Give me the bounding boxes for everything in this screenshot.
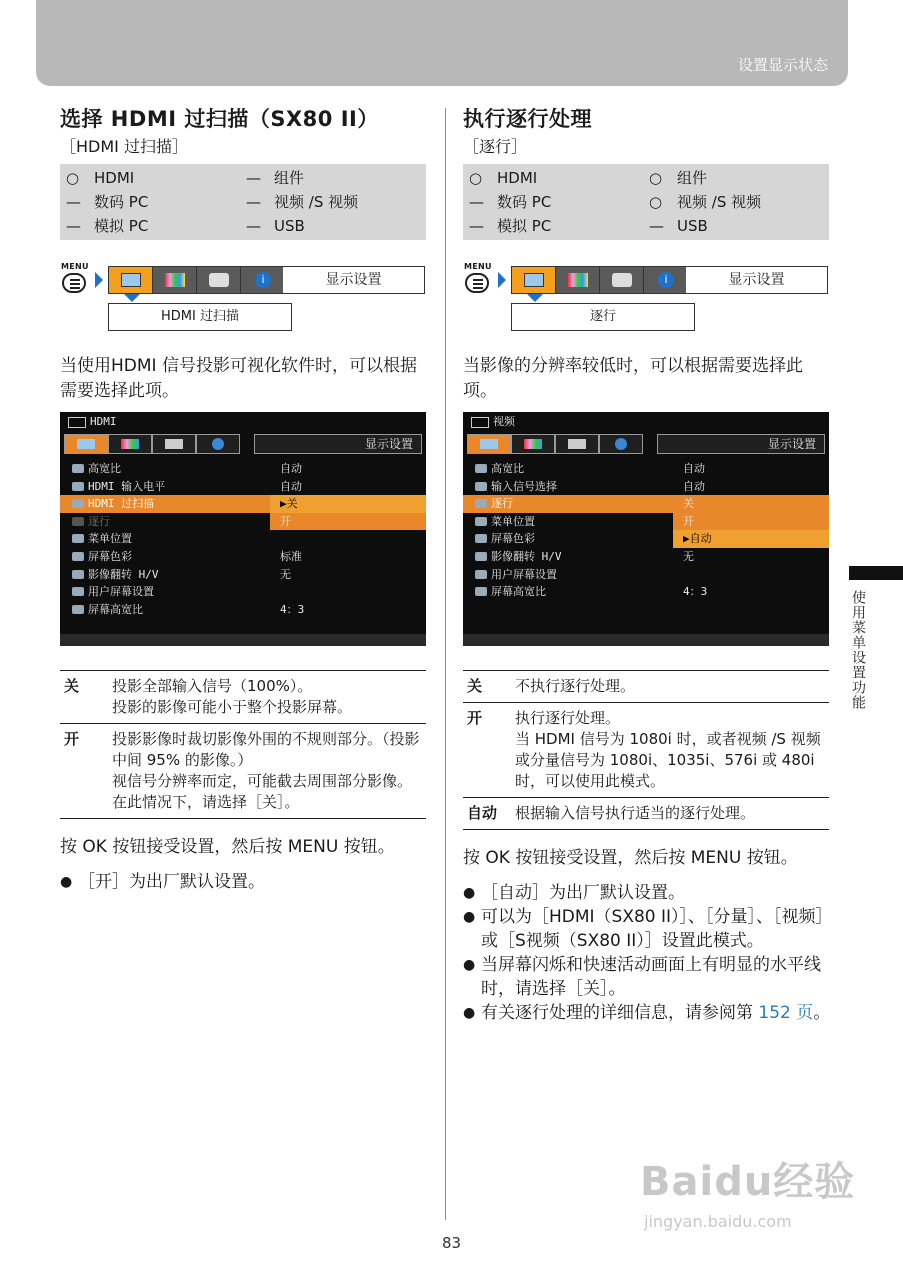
left-menu-path — [60, 264, 428, 354]
source-row — [469, 166, 829, 190]
info-tab-icon: i — [241, 267, 285, 293]
option-row — [60, 671, 426, 724]
menu-tabs — [108, 266, 286, 294]
info-tab-icon: i — [644, 267, 688, 293]
osd-row-selected: 逐行 关 — [463, 495, 829, 513]
tab-label: 显示设置 — [686, 266, 828, 294]
section-title: 设置显示状态 — [737, 56, 828, 74]
menu-tabs — [511, 266, 689, 294]
note-item: ● 有关逐行处理的详细信息，请参阅第 152 页。 — [463, 1001, 831, 1025]
right-column — [463, 104, 831, 1025]
right-source-table — [463, 164, 829, 240]
right-menu-path — [463, 264, 831, 354]
osd-row: 屏幕色彩 标准 — [60, 548, 426, 566]
display-tab-icon — [512, 267, 556, 293]
source-label: HDMI — [94, 169, 135, 187]
source-label: 视频 /S 视频 — [677, 193, 762, 211]
osd-footer — [463, 634, 829, 646]
source-row — [66, 166, 426, 190]
osd-tab-color — [108, 434, 152, 454]
tab-label: 显示设置 — [283, 266, 425, 294]
menu-item-label: HDMI 过扫描 — [108, 303, 292, 331]
option-row — [463, 798, 829, 830]
source-mark: — — [649, 217, 664, 235]
source-mark: — — [246, 169, 261, 187]
osd-row: 高宽比 自动 — [60, 460, 426, 478]
arrow-down-icon — [527, 294, 543, 302]
osd-tab-projector — [152, 434, 196, 454]
right-osd-screenshot — [463, 412, 829, 646]
osd-title: 视频 — [471, 414, 515, 430]
source-mark: ○ — [649, 169, 663, 187]
source-row — [469, 214, 829, 238]
osd-tab-display — [467, 434, 511, 454]
left-source-table — [60, 164, 426, 240]
source-mark: — — [246, 193, 261, 211]
osd-tab-display — [64, 434, 108, 454]
arrow-down-icon — [124, 294, 140, 302]
option-desc: 投影影像时裁切影像外围的不规则部分。（投影中间 95% 的影像。） — [112, 730, 420, 769]
osd-row: 影像翻转 H/V 无 — [60, 566, 426, 584]
osd-tabs — [64, 434, 240, 454]
option-key: 自动 — [463, 798, 515, 830]
note-item: ● 可以为［HDMI（SX80 II）］、［分量］、［视频］或［S视频（SX80 II）］设置此模式。 — [463, 905, 831, 953]
osd-row: 影像翻转 H/V 无 — [463, 548, 829, 566]
source-label: USB — [677, 217, 708, 235]
osd-row: 输入信号选择 自动 — [463, 478, 829, 496]
source-label: 模拟 PC — [497, 217, 552, 235]
side-tab-marker — [849, 566, 903, 580]
option-desc: 根据输入信号执行适当的逐行处理。 — [515, 804, 756, 822]
page-header-bar — [36, 0, 848, 86]
menu-item-label: 逐行 — [511, 303, 695, 331]
option-desc: 视信号分辨率而定，可能截去周围部分影像。在此情况下，请选择［关］。 — [112, 772, 413, 811]
osd-row: 屏幕色彩 ▶自动 — [463, 530, 829, 548]
note-item: ● 当屏幕闪烁和快速活动画面上有明显的水平线时，请选择［关］。 — [463, 953, 831, 1001]
source-mark: — — [246, 217, 261, 235]
color-tab-icon — [556, 267, 600, 293]
osd-row: 高宽比 自动 — [463, 460, 829, 478]
left-notes — [60, 870, 428, 894]
source-label: 组件 — [274, 169, 305, 187]
osd-row: 菜单位置 开 — [463, 513, 829, 531]
note-item: ● ［开］为出厂默认设置。 — [60, 870, 428, 894]
left-column — [60, 104, 428, 894]
osd-tab-info — [196, 434, 240, 454]
source-label: 数码 PC — [497, 193, 552, 211]
projector-tab-icon — [197, 267, 241, 293]
osd-footer — [60, 634, 426, 646]
arrow-right-icon — [498, 272, 506, 288]
option-key: 开 — [463, 703, 515, 798]
osd-title: HDMI — [68, 414, 117, 430]
color-tab-icon — [153, 267, 197, 293]
option-desc: 执行逐行处理。 — [515, 709, 621, 727]
right-notes — [463, 881, 831, 1025]
projector-tab-icon — [600, 267, 644, 293]
source-label: HDMI — [497, 169, 538, 187]
osd-tab-projector — [555, 434, 599, 454]
osd-tab-label: 显示设置 — [657, 434, 825, 454]
right-subtitle: ［逐行］ — [463, 137, 528, 156]
display-tab-icon — [109, 267, 153, 293]
osd-row: 用户屏幕设置 — [60, 583, 426, 601]
page-number: 83 — [441, 1234, 462, 1252]
menu-button-label: MENU — [464, 262, 492, 271]
left-title: 选择 HDMI 过扫描（SX80 II） — [60, 107, 379, 131]
source-mark: — — [469, 217, 484, 235]
osd-row: 屏幕高宽比 4：3 — [463, 583, 829, 601]
osd-tab-label: 显示设置 — [254, 434, 422, 454]
column-divider — [445, 108, 446, 1220]
source-label: USB — [274, 217, 305, 235]
osd-row: 逐行 开 — [60, 513, 426, 531]
right-description: 当影像的分辨率较低时，可以根据需要选择此项。 — [463, 356, 803, 401]
watermark-url: jingyan.baidu.com — [644, 1212, 792, 1231]
option-desc: 投影全部输入信号（100%）。 — [112, 677, 313, 695]
source-row — [469, 190, 829, 214]
option-row — [60, 724, 426, 819]
note-item: ● ［自动］为出厂默认设置。 — [463, 881, 831, 905]
osd-tab-info — [599, 434, 643, 454]
source-row — [66, 190, 426, 214]
source-mark: ○ — [649, 193, 663, 211]
menu-button-icon — [60, 264, 92, 296]
left-instruction: 按 OK 按钮接受设置，然后按 MENU 按钮。 — [60, 837, 395, 857]
source-label: 视频 /S 视频 — [274, 193, 359, 211]
option-key: 关 — [463, 671, 515, 703]
source-mark: ○ — [66, 169, 80, 187]
osd-row-selected: HDMI 过扫描 ▶关 — [60, 495, 426, 513]
side-tab-label: 使用菜单设置功能 — [850, 590, 866, 710]
left-subtitle: ［HDMI 过扫描］ — [60, 137, 188, 156]
menu-button-label: MENU — [61, 262, 89, 271]
page-reference-link[interactable]: 152 页 — [758, 1003, 814, 1023]
source-label: 数码 PC — [94, 193, 149, 211]
right-option-table — [463, 670, 829, 830]
source-mark: — — [66, 193, 81, 211]
left-osd-screenshot — [60, 412, 426, 646]
option-desc: 投影的影像可能小于整个投影屏幕。 — [112, 698, 353, 716]
option-desc: 当 HDMI 信号为 1080i 时，或者视频 /S 视频或分量信号为 1080i、1035i、576i 或 480i 时，可以使用此模式。 — [515, 730, 821, 790]
osd-row: 菜单位置 — [60, 530, 426, 548]
left-option-table — [60, 670, 426, 819]
watermark-logo: Baidu经验 — [640, 1159, 856, 1205]
source-mark: — — [66, 217, 81, 235]
right-title: 执行逐行处理 — [463, 107, 592, 131]
source-label: 模拟 PC — [94, 217, 149, 235]
left-description: 当使用HDMI 信号投影可视化软件时，可以根据需要选择此项。 — [60, 356, 417, 401]
osd-row: 用户屏幕设置 — [463, 566, 829, 584]
source-row — [66, 214, 426, 238]
osd-tab-color — [511, 434, 555, 454]
option-row — [463, 703, 829, 798]
osd-row: 屏幕高宽比 4：3 — [60, 601, 426, 619]
menu-button-icon — [463, 264, 495, 296]
option-desc: 不执行逐行处理。 — [515, 677, 636, 695]
right-instruction: 按 OK 按钮接受设置，然后按 MENU 按钮。 — [463, 848, 798, 868]
source-mark: — — [469, 193, 484, 211]
option-key: 开 — [60, 724, 112, 819]
source-label: 组件 — [677, 169, 708, 187]
arrow-right-icon — [95, 272, 103, 288]
source-mark: ○ — [469, 169, 483, 187]
option-row — [463, 671, 829, 703]
option-key: 关 — [60, 671, 112, 724]
osd-tabs — [467, 434, 643, 454]
osd-row: HDMI 输入电平 自动 — [60, 478, 426, 496]
